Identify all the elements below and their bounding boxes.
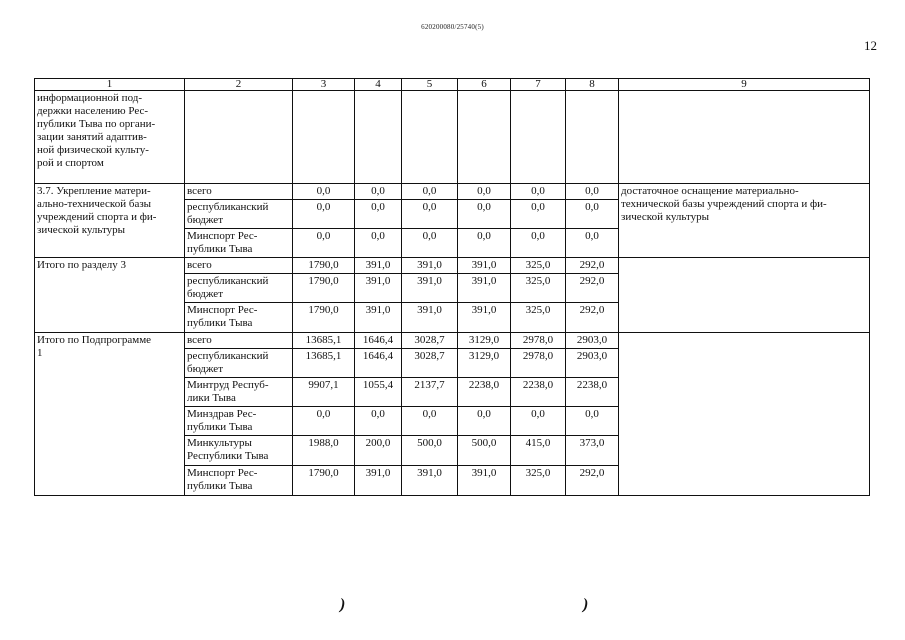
value-cell: 500,0 [458, 436, 511, 466]
value-cell: 391,0 [458, 274, 511, 303]
footer-mark: ) [340, 596, 346, 613]
value-cell: 0,0 [355, 200, 402, 229]
value-cell: 391,0 [458, 466, 511, 496]
value-cell: 325,0 [511, 258, 566, 274]
continued-row [35, 91, 870, 184]
column-header: 6 [458, 79, 511, 91]
value-cell: 2903,0 [566, 349, 619, 378]
value-cell: 391,0 [458, 258, 511, 274]
value-cell: 13685,1 [293, 333, 355, 349]
value-cell: 391,0 [355, 274, 402, 303]
value-cell: 0,0 [458, 407, 511, 436]
value-cell: 0,0 [458, 184, 511, 200]
value-cell: 292,0 [566, 258, 619, 274]
value-cell: 3129,0 [458, 333, 511, 349]
expected-result [619, 333, 870, 496]
expected-result: достаточное оснащение материально- технической базы учреждений спорта и фи- зической культуры [619, 184, 870, 258]
column-header: 2 [185, 79, 293, 91]
column-header: 5 [402, 79, 458, 91]
funding-source: республиканский бюджет [185, 200, 293, 229]
value-cell: 0,0 [402, 407, 458, 436]
value-cell: 3028,7 [402, 333, 458, 349]
value-cell: 0,0 [511, 229, 566, 258]
total-section-3-row [35, 258, 870, 274]
funding-source: республиканский бюджет [185, 274, 293, 303]
value-cell: 1646,4 [355, 349, 402, 378]
column-header: 3 [293, 79, 355, 91]
value-cell: 0,0 [511, 200, 566, 229]
funding-source: Минспорт Рес- публики Тыва [185, 466, 293, 496]
value-cell: 0,0 [293, 184, 355, 200]
funding-source: Минздрав Рес- публики Тыва [185, 407, 293, 436]
column-header-row [35, 79, 870, 91]
value-cell: 0,0 [402, 229, 458, 258]
value-cell: 415,0 [511, 436, 566, 466]
value-cell: 391,0 [402, 466, 458, 496]
column-header: 4 [355, 79, 402, 91]
value-cell: 0,0 [458, 229, 511, 258]
value-cell: 3129,0 [458, 349, 511, 378]
value-cell: 2238,0 [511, 378, 566, 407]
value-cell: 0,0 [402, 200, 458, 229]
value-cell: 0,0 [355, 184, 402, 200]
value-cell: 0,0 [511, 407, 566, 436]
value-cell: 2978,0 [511, 349, 566, 378]
total-subprogram-1-row [35, 333, 870, 349]
funding-source: всего [185, 258, 293, 274]
value-cell: 0,0 [566, 229, 619, 258]
document-id: 620200080/25740(5) [421, 23, 484, 31]
column-header: 9 [619, 79, 870, 91]
value-cell: 0,0 [293, 229, 355, 258]
budget-table [34, 78, 870, 496]
funding-source: Минтруд Респуб- лики Тыва [185, 378, 293, 407]
value-cell: 2238,0 [566, 378, 619, 407]
value-cell: 13685,1 [293, 349, 355, 378]
column-header: 8 [566, 79, 619, 91]
column-header: 7 [511, 79, 566, 91]
value-cell: 0,0 [355, 407, 402, 436]
value-cell: 1790,0 [293, 274, 355, 303]
value-cell: 0,0 [458, 200, 511, 229]
value-cell: 0,0 [355, 229, 402, 258]
value-cell: 0,0 [566, 184, 619, 200]
funding-source: всего [185, 184, 293, 200]
measure-label: информационной под- держки населению Рес- публики Тыва по органи- зации занятий адаптив- ной физической культу- рой и спортом [35, 91, 185, 184]
funding-source: республиканский бюджет [185, 349, 293, 378]
value-cell: 1790,0 [293, 303, 355, 333]
value-cell: 391,0 [355, 303, 402, 333]
value-cell: 292,0 [566, 303, 619, 333]
value-cell: 0,0 [566, 407, 619, 436]
value-cell: 0,0 [293, 200, 355, 229]
item-3-7-row [35, 184, 870, 200]
funding-source: Минкультуры Республики Тыва [185, 436, 293, 466]
value-cell: 0,0 [402, 184, 458, 200]
value-cell: 500,0 [402, 436, 458, 466]
value-cell: 325,0 [511, 303, 566, 333]
value-cell: 200,0 [355, 436, 402, 466]
value-cell: 0,0 [511, 184, 566, 200]
funding-source: Минспорт Рес- публики Тыва [185, 303, 293, 333]
value-cell: 1988,0 [293, 436, 355, 466]
value-cell: 325,0 [511, 274, 566, 303]
value-cell: 1646,4 [355, 333, 402, 349]
value-cell: 292,0 [566, 466, 619, 496]
measure-label: 3.7. Укрепление матери- ально-технической базы учреждений спорта и фи- зической культуры [35, 184, 185, 258]
value-cell: 3028,7 [402, 349, 458, 378]
funding-source: всего [185, 333, 293, 349]
value-cell: 2137,7 [402, 378, 458, 407]
value-cell: 0,0 [566, 200, 619, 229]
value-cell: 391,0 [402, 258, 458, 274]
measure-label: Итого по разделу 3 [35, 258, 185, 333]
value-cell: 0,0 [293, 407, 355, 436]
value-cell: 2238,0 [458, 378, 511, 407]
page-number: 12 [864, 38, 877, 53]
value-cell: 391,0 [402, 274, 458, 303]
value-cell: 1790,0 [293, 466, 355, 496]
value-cell: 292,0 [566, 274, 619, 303]
value-cell: 391,0 [402, 303, 458, 333]
value-cell: 9907,1 [293, 378, 355, 407]
value-cell: 2903,0 [566, 333, 619, 349]
value-cell: 1790,0 [293, 258, 355, 274]
value-cell: 391,0 [355, 258, 402, 274]
value-cell: 2978,0 [511, 333, 566, 349]
value-cell: 373,0 [566, 436, 619, 466]
measure-label: Итого по Подпрограмме 1 [35, 333, 185, 496]
footer-mark: ) [583, 596, 589, 613]
value-cell: 1055,4 [355, 378, 402, 407]
value-cell: 391,0 [355, 466, 402, 496]
funding-source: Минспорт Рес- публики Тыва [185, 229, 293, 258]
value-cell: 391,0 [458, 303, 511, 333]
value-cell: 325,0 [511, 466, 566, 496]
expected-result [619, 258, 870, 333]
column-header: 1 [35, 79, 185, 91]
